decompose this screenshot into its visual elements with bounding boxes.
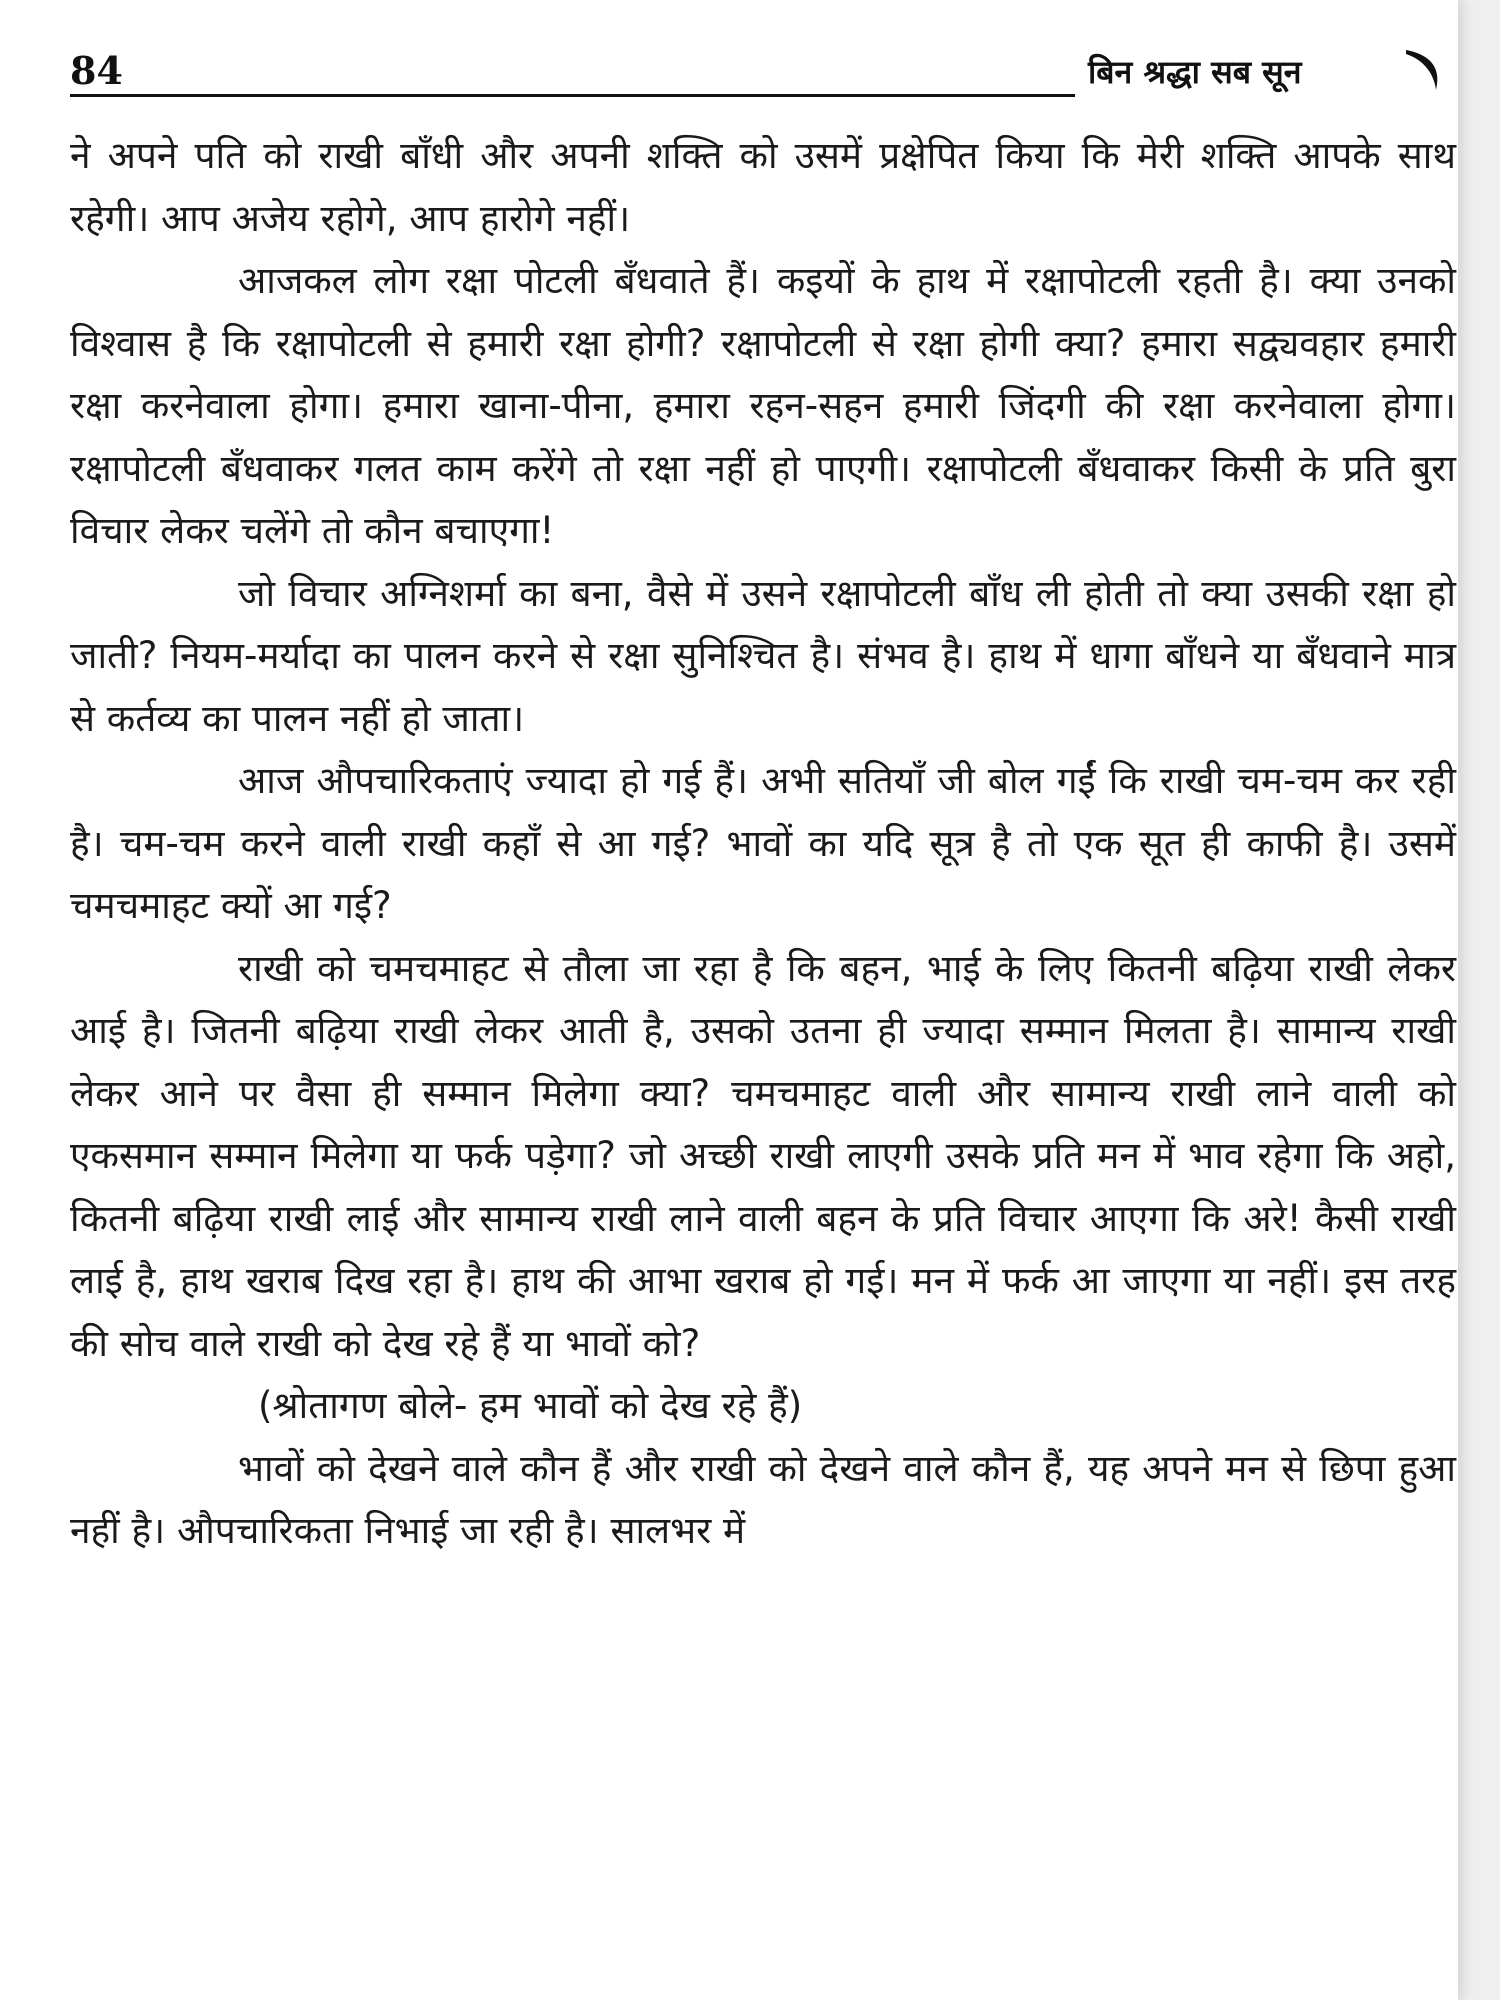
paragraph: आजकल लोग रक्षा पोटली बँधवाते हैं। कइयों के हाथ में रक्षापोटली रहती है। क्या उनको विश्वास है कि रक्षापोटली से हमारी रक्षा होगी? रक्षापोटली से रक्षा होगी क्या? हमारा सद्व्यवहार हमारी रक्षा करनेवाला होगा। हमारा खाना-पीना, हमारा रहन-सहन हमारी जिंदगी की रक्षा करनेवाला होगा। रक्षापोटली बँधवाकर गलत काम करेंगे तो रक्षा नहीं हो पाएगी। रक्षापोटली बँधवाकर किसी के प्रति बुरा विचार लेकर चलेंगे तो कौन बचाएगा! bbox=[70, 259, 1456, 552]
page-number: 84 bbox=[70, 48, 123, 93]
paragraph: भावों को देखने वाले कौन हैं और राखी को देखने वाले कौन हैं, यह अपने मन से छिपा हुआ नहीं है। औपचारिकता निभाई जा रही है। सालभर में bbox=[70, 1446, 1456, 1552]
paragraph: जो विचार अग्निशर्मा का बना, वैसे में उसने रक्षापोटली बाँध ली होती तो क्या उसकी रक्षा हो जाती? नियम-मर्यादा का पालन करने से रक्षा सुनिश्चित है। संभव है। हाथ में धागा बाँधने या बँधवाने मात्र से कर्तव्य का पालन नहीं हो जाता। bbox=[70, 571, 1456, 740]
audience-response: (श्रोतागण बोले- हम भावों को देख रहे हैं) bbox=[258, 1384, 803, 1427]
paragraph-continued: ने अपने पति को राखी बाँधी और अपनी शक्ति को उसमें प्रक्षेपित किया कि मेरी शक्ति आपके साथ रहेगी। आप अजेय रहोगे, आप हारोगे नहीं। bbox=[70, 134, 1456, 240]
header-swash-ornament bbox=[1402, 44, 1446, 92]
body-text bbox=[70, 125, 1456, 1563]
paragraph: आज औपचारिकताएं ज्यादा हो गई हैं। अभी सतियाँ जी बोल गईं कि राखी चम-चम कर रही है। चम-चम करने वाली राखी कहाँ से आ गई? भावों का यदि सूत्र है तो एक सूत ही काफी है। उसमें चमचमाहट क्यों आ गई? bbox=[70, 759, 1456, 927]
running-title: बिन श्रद्धा सब सून bbox=[1088, 53, 1302, 91]
header-rule bbox=[70, 94, 1075, 97]
paragraph: राखी को चमचमाहट से तौला जा रहा है कि बहन, भाई के लिए कितनी बढ़िया राखी लेकर आई है। जितनी बढ़िया राखी लेकर आती है, उसको उतना ही ज्यादा सम्मान मिलता है। सामान्य राखी लेकर आने पर वैसा ही सम्मान मिलेगा क्या? चमचमाहट वाली और सामान्य राखी लाने वाली को एकसमान सम्मान मिलेगा या फर्क पड़ेगा? जो अच्छी राखी लाएगी उसके प्रति मन में भाव रहेगा कि अहो, कितनी बढ़िया राखी लाई और सामान्य राखी लाने वाली बहन के प्रति विचार आएगा कि अरे! कैसी राखी लाई है, हाथ खराब दिख रहा है। हाथ की आभा खराब हो गई। मन में फर्क आ जाएगा या नहीं। इस तरह की सोच वाले राखी को देख रहे हैं या भावों को? bbox=[70, 946, 1456, 1365]
page-header bbox=[70, 42, 1446, 102]
